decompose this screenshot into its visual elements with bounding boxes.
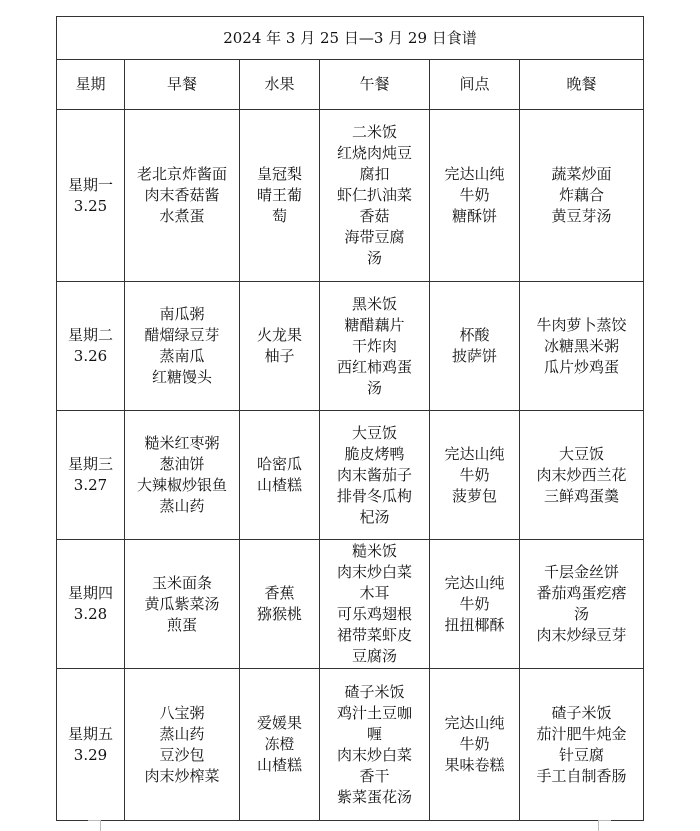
lunch-item: 肉末炒白菜 (336, 563, 412, 581)
breakfast-item: 煎蛋 (166, 615, 197, 634)
day-cell (57, 110, 125, 282)
dinner-item: 黄豆芽汤 (551, 207, 612, 225)
snack-item: 牛奶 (459, 465, 490, 484)
snack-cell (430, 411, 520, 540)
day-cell (57, 411, 125, 540)
corner-mark-left (88, 820, 101, 831)
lunch-item: 香干 (359, 766, 390, 785)
lunch-item: 香菇 (359, 207, 390, 225)
header-dinner: 晚餐 (520, 60, 644, 110)
breakfast-cell (125, 411, 240, 540)
dinner-item: 手工自制香肠 (536, 766, 627, 785)
breakfast-item: 醋熘绿豆芽 (144, 326, 220, 344)
fruit-cell (240, 110, 320, 282)
breakfast-cell (125, 669, 240, 821)
lunch-item: 汤 (366, 249, 382, 267)
header-snack: 间点 (430, 60, 520, 110)
fruit-cell (240, 540, 320, 669)
day-cell (57, 669, 125, 821)
lunch-cell (320, 669, 430, 821)
dinner-item: 汤 (573, 605, 589, 623)
dinner-cell (520, 110, 644, 282)
breakfast-item: 南瓜粥 (159, 305, 205, 323)
breakfast-item: 糙米红枣粥 (144, 434, 220, 452)
snack-item: 完达山纯 (444, 714, 505, 732)
snack-item: 果味卷糕 (444, 756, 505, 774)
menu-title: 2024 年 3 月 25 日—3 月 29 日食谱 (57, 17, 644, 60)
dinner-item: 肉末炒绿豆芽 (536, 626, 627, 644)
lunch-item: 海带豆腐 (344, 228, 405, 246)
dinner-item: 千层金丝饼 (543, 563, 619, 581)
snack-item: 完达山纯 (444, 573, 505, 592)
header-fruit: 水果 (240, 60, 320, 110)
snack-cell (430, 669, 520, 821)
breakfast-item: 八宝粥 (159, 703, 205, 722)
snack-item: 牛奶 (459, 186, 490, 204)
snack-item: 披萨饼 (451, 347, 497, 365)
breakfast-item: 老北京炸酱面 (136, 165, 227, 183)
fruit-item: 香蕉 (264, 584, 295, 602)
fruit-item: 山楂糕 (256, 756, 302, 774)
fruit-item: 猕猴桃 (256, 605, 302, 623)
lunch-item: 虾仁扒油菜 (336, 186, 412, 204)
dinner-cell (520, 669, 644, 821)
lunch-item: 糖醋藕片 (344, 315, 405, 334)
lunch-cell (320, 411, 430, 540)
weekday-label: 星期四 (67, 584, 113, 602)
fruit-cell (240, 282, 320, 411)
lunch-item: 腐扣 (359, 165, 390, 183)
day-cell (57, 282, 125, 411)
breakfast-item: 葱油饼 (159, 455, 205, 473)
date-label: 3.26 (73, 347, 108, 365)
lunch-item: 糙米饭 (351, 542, 397, 560)
snack-item: 糖酥饼 (451, 207, 497, 225)
date-label: 3.28 (73, 605, 108, 623)
dinner-item: 番茄鸡蛋疙瘩 (536, 584, 627, 602)
breakfast-item: 蒸山药 (159, 724, 205, 743)
dinner-cell (520, 282, 644, 411)
fruit-item: 柚子 (264, 347, 295, 365)
lunch-item: 排骨冬瓜枸 (336, 486, 412, 505)
lunch-item: 脆皮烤鸭 (344, 444, 405, 463)
header-breakfast: 早餐 (125, 60, 240, 110)
lunch-item: 裙带菜虾皮 (336, 626, 412, 644)
fruit-item: 火龙果 (256, 326, 302, 344)
fruit-item: 萄 (271, 207, 287, 225)
snack-item: 完达山纯 (444, 165, 505, 183)
day-row (57, 411, 644, 540)
breakfast-cell (125, 110, 240, 282)
lunch-item: 干炸肉 (351, 336, 397, 355)
day-cell (57, 540, 125, 669)
lunch-item: 黑米饭 (351, 294, 397, 313)
date-label: 3.25 (73, 196, 108, 215)
lunch-item: 杞汤 (359, 507, 390, 526)
snack-cell (430, 540, 520, 669)
snack-item: 扭扭椰酥 (444, 615, 505, 634)
snack-cell (430, 282, 520, 411)
lunch-cell (320, 540, 430, 669)
fruit-item: 皇冠梨 (256, 165, 302, 183)
snack-item: 牛奶 (459, 594, 490, 613)
lunch-item: 二米饭 (351, 123, 397, 141)
header-lunch: 午餐 (320, 60, 430, 110)
weekday-label: 星期二 (67, 326, 113, 344)
lunch-item: 汤 (366, 378, 382, 397)
snack-item: 完达山纯 (444, 444, 505, 463)
menu-table (56, 16, 644, 821)
lunch-item: 大豆饭 (351, 423, 397, 442)
lunch-cell (320, 110, 430, 282)
fruit-item: 哈密瓜 (256, 455, 302, 473)
lunch-item: 紫菜蛋花汤 (336, 787, 412, 806)
breakfast-item: 黄瓜紫菜汤 (144, 594, 220, 613)
breakfast-item: 肉末香菇酱 (144, 186, 220, 204)
day-row (57, 669, 644, 821)
weekday-label: 星期三 (67, 455, 113, 473)
fruit-cell (240, 411, 320, 540)
breakfast-item: 豆沙包 (159, 745, 205, 764)
lunch-item: 喱 (366, 724, 382, 743)
dinner-cell (520, 540, 644, 669)
lunch-item: 西红柿鸡蛋 (336, 357, 412, 376)
fruit-item: 冻橙 (264, 735, 295, 753)
date-label: 3.29 (73, 745, 108, 764)
fruit-cell (240, 669, 320, 821)
dinner-item: 瓜片炒鸡蛋 (543, 357, 619, 376)
dinner-item: 大豆饭 (558, 444, 604, 463)
breakfast-item: 大辣椒炒银鱼 (136, 476, 227, 494)
snack-item: 牛奶 (459, 735, 490, 753)
dinner-item: 炸藕合 (558, 186, 604, 204)
lunch-item: 鸡汁土豆咖 (336, 703, 412, 722)
corner-mark-right (598, 820, 611, 831)
snack-item: 菠萝包 (451, 486, 497, 505)
dinner-item: 蔬菜炒面 (551, 165, 612, 183)
breakfast-cell (125, 282, 240, 411)
breakfast-item: 蒸山药 (159, 497, 205, 515)
dinner-item: 茄汁肥牛炖金 (536, 724, 627, 743)
fruit-item: 晴王葡 (256, 186, 302, 204)
breakfast-item: 红糖馒头 (151, 368, 212, 386)
dinner-item: 冰糖黑米粥 (543, 336, 619, 355)
lunch-item: 肉末酱茄子 (336, 465, 412, 484)
breakfast-item: 水煮蛋 (159, 207, 205, 225)
dinner-item: 针豆腐 (558, 745, 604, 764)
lunch-item: 可乐鸡翅根 (336, 605, 412, 623)
snack-cell (430, 110, 520, 282)
header-row (57, 60, 644, 110)
dinner-item: 碴子米饭 (551, 703, 612, 722)
weekday-label: 星期一 (67, 175, 113, 194)
dinner-cell (520, 411, 644, 540)
breakfast-item: 蒸南瓜 (159, 347, 205, 365)
breakfast-item: 玉米面条 (151, 573, 212, 592)
lunch-item: 肉末炒白菜 (336, 745, 412, 764)
fruit-item: 山楂糕 (256, 476, 302, 494)
dinner-item: 牛肉萝卜蒸饺 (536, 315, 627, 334)
header-weekday: 星期 (57, 60, 125, 110)
day-row (57, 540, 644, 669)
lunch-item: 豆腐汤 (351, 647, 397, 665)
fruit-item: 爱媛果 (256, 714, 302, 732)
day-row (57, 110, 644, 282)
breakfast-cell (125, 540, 240, 669)
snack-item: 杯酸 (459, 326, 490, 344)
dinner-item: 肉末炒西兰花 (536, 465, 627, 484)
lunch-item: 碴子米饭 (344, 682, 405, 701)
day-row (57, 282, 644, 411)
breakfast-item: 肉末炒榨菜 (144, 766, 220, 785)
lunch-cell (320, 282, 430, 411)
dinner-item: 三鲜鸡蛋羹 (543, 486, 619, 505)
weekday-label: 星期五 (67, 724, 113, 743)
lunch-item: 木耳 (359, 584, 390, 602)
date-label: 3.27 (73, 476, 108, 494)
lunch-item: 红烧肉炖豆 (336, 144, 412, 162)
